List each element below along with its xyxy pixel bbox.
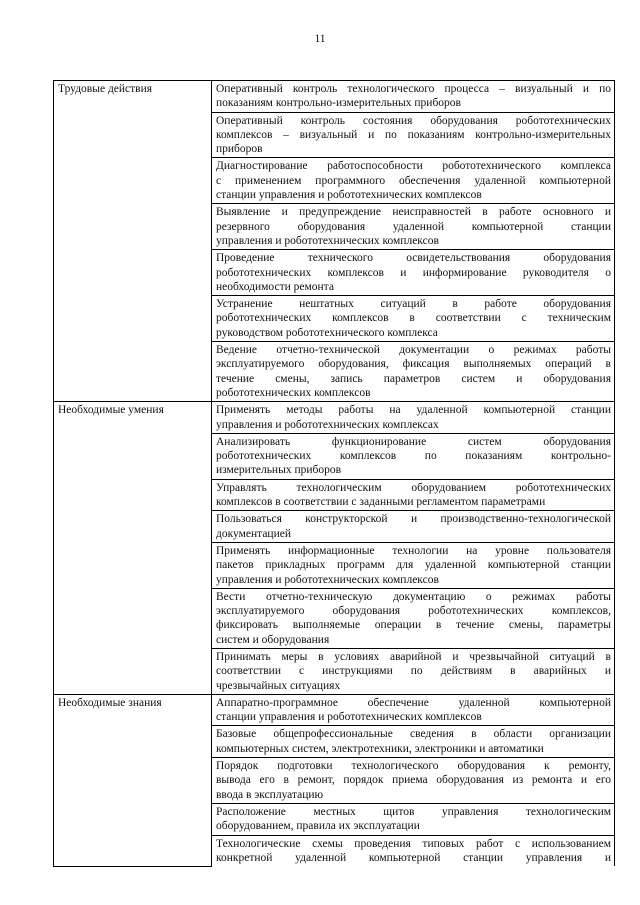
requirement-item — [212, 758, 615, 804]
item-text-line: управления и робототехнических комплексов — [216, 234, 439, 247]
item-text-line: компьютерных систем, электротехники, электроники и автоматики — [216, 742, 544, 755]
item-text-line: Оперативный контроль технологического процесса – визуальный и по — [216, 83, 611, 95]
requirement-item — [212, 342, 615, 402]
item-text-line: Проведение технического освидетельствования оборудования — [216, 252, 611, 265]
item-text-line: робототехнических комплексов по показаниям контрольно- — [216, 450, 611, 463]
item-text-line: Технологические схемы проведения типовых работ с использованием — [216, 837, 611, 850]
requirement-item — [212, 158, 615, 204]
item-text-line: Расположение местных щитов управления технологическим — [216, 805, 611, 818]
item-text-line: вывода его в ремонт, порядок приема оборудования из ремонта и его — [216, 774, 611, 787]
item-text-line: эксплуатируемого оборудования робототехнических комплексов, — [216, 605, 611, 618]
item-text-line: оборудованием, правила их эксплуатации — [216, 820, 420, 833]
item-text-line: чрезвычайных ситуациях — [216, 679, 341, 692]
item-text-line: приборов — [216, 143, 263, 156]
page-number: 11 — [314, 33, 326, 45]
item-text-line: управления и робототехнических комплексов — [216, 573, 439, 586]
requirement-item — [212, 204, 615, 250]
requirement-item — [212, 250, 615, 296]
item-text-line: необходимости ремонта — [216, 280, 334, 293]
item-text-line: пакетов прикладных программ для удаленной компьютерной станции — [216, 559, 611, 572]
item-text-line: Анализировать функционирование систем оборудования — [216, 435, 611, 448]
item-text-line: Диагностирование работоспособности робототехнического комплекса — [216, 160, 611, 173]
table-row — [54, 81, 615, 113]
item-text-line: Порядок подготовки технологического оборудования к ремонту, — [216, 760, 611, 773]
section-label-labor-actions: Трудовые действия — [54, 81, 212, 402]
item-text-line: управления и робототехнических комплексах — [216, 418, 439, 431]
item-text-line: станции управления и робототехнических комплексов — [216, 711, 482, 724]
item-text-line: фиксировать выполняемые операции в течение смены, параметры — [216, 619, 611, 632]
table-row — [54, 402, 615, 434]
requirement-item — [212, 694, 615, 726]
item-text-line: течение смены, запись параметров систем и оборудования — [216, 372, 611, 385]
table-row — [54, 694, 615, 726]
requirement-item — [212, 479, 615, 511]
requirement-item — [212, 542, 615, 588]
requirement-item — [212, 296, 615, 342]
item-text-line: комплексов в соответствии с заданными регламентом параметрами — [216, 496, 546, 509]
item-text-line: показаниям контрольно-измерительных приборов — [216, 97, 461, 110]
item-text-line: Ведение отчетно-технической документации о режимах работы — [216, 344, 611, 357]
item-text-line: Аппаратно-программное обеспечение удаленной компьютерной — [216, 696, 611, 709]
item-text-line: Пользоваться конструкторской и производственно-технологической — [216, 513, 611, 526]
requirement-item — [212, 511, 615, 543]
item-text-line: Устранение нештатных ситуаций в работе оборудования — [216, 298, 611, 311]
requirement-item — [212, 433, 615, 479]
item-text-line: конкретной удаленной компьютерной станции управления и — [216, 851, 611, 864]
requirements-table — [53, 80, 615, 867]
item-text-line: измерительных приборов — [216, 464, 342, 477]
item-text-line: Применять информационные технологии на уровне пользователя — [216, 544, 611, 557]
requirement-item — [212, 803, 615, 835]
item-text-line: соответствии с инструкциями по действиям в аварийных и — [216, 665, 611, 678]
item-text-line: Управлять технологическим оборудованием робототехнических — [216, 481, 611, 494]
item-text-line: Применять методы работы на удаленной компьютерной станции — [216, 404, 611, 417]
requirement-item — [212, 588, 615, 648]
item-text-line: систем и оборудования — [216, 633, 330, 646]
requirement-item — [212, 835, 615, 866]
requirement-item — [212, 112, 615, 158]
item-text-line: резервного оборудования удаленной компьютерной станции — [216, 220, 611, 233]
requirement-item — [212, 726, 615, 758]
requirement-item — [212, 648, 615, 694]
item-text-line: робототехнических комплексов и информирование руководителя о — [216, 266, 611, 279]
item-text-line: с применением программного обеспечения удаленной компьютерной — [216, 174, 611, 187]
item-text-line: эксплуатируемого оборудования, фиксация выполняемых операций в — [216, 358, 611, 371]
section-label-required-knowledge: Необходимые знания — [54, 694, 212, 866]
item-text-line: станции управления и робототехнических комплексов — [216, 189, 482, 202]
requirement-item — [212, 402, 615, 434]
section-label-required-skills: Необходимые умения — [54, 402, 212, 695]
item-text-line: документацией — [216, 527, 291, 540]
requirement-item — [212, 81, 615, 113]
item-text-line: Вести отчетно-техническую документацию о режимах работы — [216, 590, 611, 603]
item-text-line: Оперативный контроль состояния оборудования робототехнических — [216, 114, 611, 127]
item-text-line: Принимать меры в условиях аварийной и чрезвычайной ситуаций в — [216, 650, 611, 663]
item-text-line: робототехнических комплексов в соответствии с техническим — [216, 312, 611, 325]
item-text-line: комплексов – визуальный и по показаниям контрольно-измерительных — [216, 128, 611, 141]
item-text-line: руководством робототехнического комплекса — [216, 326, 438, 339]
item-text-line: ввода в эксплуатацию — [216, 788, 324, 801]
item-text-line: Выявление и предупреждение неисправностей в работе основного и — [216, 206, 611, 219]
item-text-line: Базовые общепрофессиональные сведения в области организации — [216, 728, 611, 741]
item-text-line: робототехнических комплексов — [216, 386, 371, 399]
